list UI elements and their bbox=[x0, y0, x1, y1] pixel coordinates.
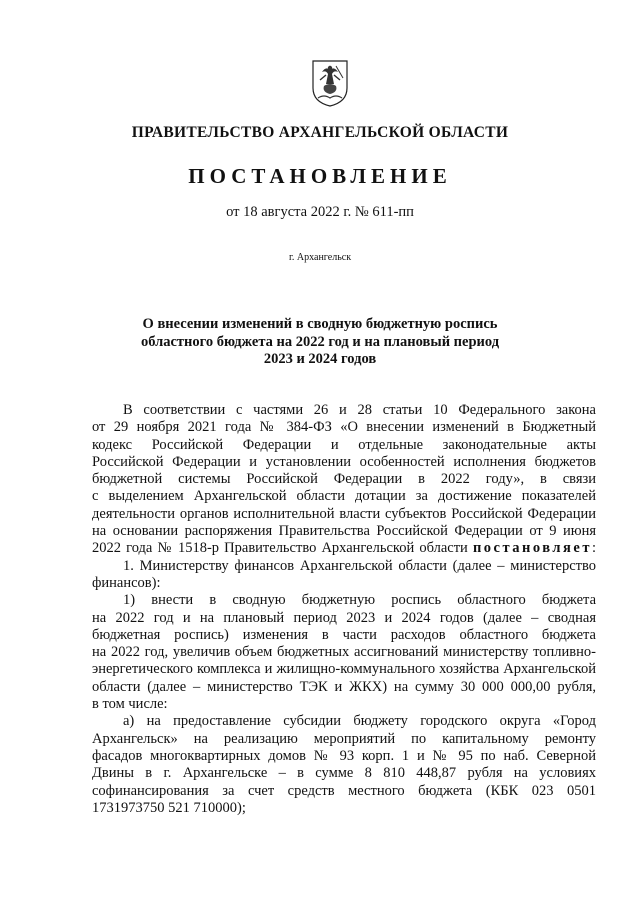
body-line: 1) внести в сводную бюджетную роспись областного бюджета bbox=[123, 592, 596, 609]
body-line: В соответствии с частями 26 и 28 статьи 10 Федерального закона bbox=[123, 402, 596, 418]
body-line: фасадов многоквартирных домов № 93 корп. 1 и № 95 по наб. Северной bbox=[92, 747, 596, 764]
body-line: 1731973750 521 710000); bbox=[92, 799, 246, 816]
body-line-resolves bbox=[92, 540, 596, 557]
body-line: от 29 ноября 2021 года № 384-ФЗ «О внесении изменений в Бюджетный bbox=[92, 419, 596, 436]
resolves-colon: : bbox=[591, 540, 596, 557]
body-line: бюджетная роспись) изменения в части расходов областного бюджета bbox=[92, 626, 596, 643]
coat-of-arms-icon bbox=[310, 58, 350, 108]
body-line: на 2022 год и на плановый период 2023 и 2024 годов (далее – сводная bbox=[92, 609, 596, 626]
title-line: 2023 и 2024 годов bbox=[263, 351, 377, 367]
body-line: с выделением Архангельской области дотации за достижение показателей bbox=[92, 488, 596, 505]
body-line: финансов): bbox=[92, 574, 161, 591]
document-type: ПОСТАНОВЛЕНИЕ bbox=[188, 164, 452, 188]
resolves-word: постановляет bbox=[472, 540, 592, 557]
body-line: бюджетной системы Российской Федерации в 2022 году», в связи bbox=[92, 471, 596, 488]
body-line: деятельности органов исполнительной власти субъектов Российской Федерации bbox=[92, 505, 596, 522]
resolves-lead: 2022 года № 1518-р Правительство Архангельской области bbox=[92, 540, 473, 557]
document-date-number: от 18 августа 2022 г. № 611-пп bbox=[226, 204, 414, 220]
body-line: на основании распоряжения Правительства Российской Федерации от 9 июня bbox=[92, 523, 596, 540]
body-line: Архангельск» на реализацию мероприятий по капитальному ремонту bbox=[92, 730, 596, 747]
title-line: областного бюджета на 2022 год и на плановый период bbox=[140, 333, 500, 350]
body-line: на 2022 год, увеличив объем бюджетных ассигнований министерству топливно- bbox=[92, 644, 596, 661]
body-line: области (далее – министерство ТЭК и ЖКХ) на сумму 30 000 000,00 рубля, bbox=[92, 678, 596, 695]
body-line: а) на предоставление субсидии бюджету городского округа «Город bbox=[123, 713, 596, 730]
document-body bbox=[92, 402, 596, 817]
document-city: г. Архангельск bbox=[288, 252, 352, 263]
body-line: кодекс Российской Федерации и отдельные законодательные акты bbox=[92, 436, 596, 453]
body-line: Российской Федерации и установлении особенностей исполнения бюджетов bbox=[92, 453, 596, 470]
organization-name: ПРАВИТЕЛЬСТВО АРХАНГЕЛЬСКОЙ ОБЛАСТИ bbox=[131, 124, 509, 141]
body-line: софинансирования за счет средств местного бюджета (КБК 023 0501 bbox=[92, 782, 596, 799]
body-line: Двины в г. Архангельске – в сумме 8 810 448,87 рубля на условиях bbox=[92, 765, 596, 782]
body-line: энергетического комплекса и жилищно-коммунального хозяйства Архангельской bbox=[92, 661, 596, 678]
body-line: в том числе: bbox=[92, 696, 168, 713]
title-line: О внесении изменений в сводную бюджетную роспись bbox=[142, 316, 498, 332]
document-title bbox=[0, 316, 640, 369]
body-line: 1. Министерству финансов Архангельской области (далее – министерство bbox=[123, 557, 596, 574]
